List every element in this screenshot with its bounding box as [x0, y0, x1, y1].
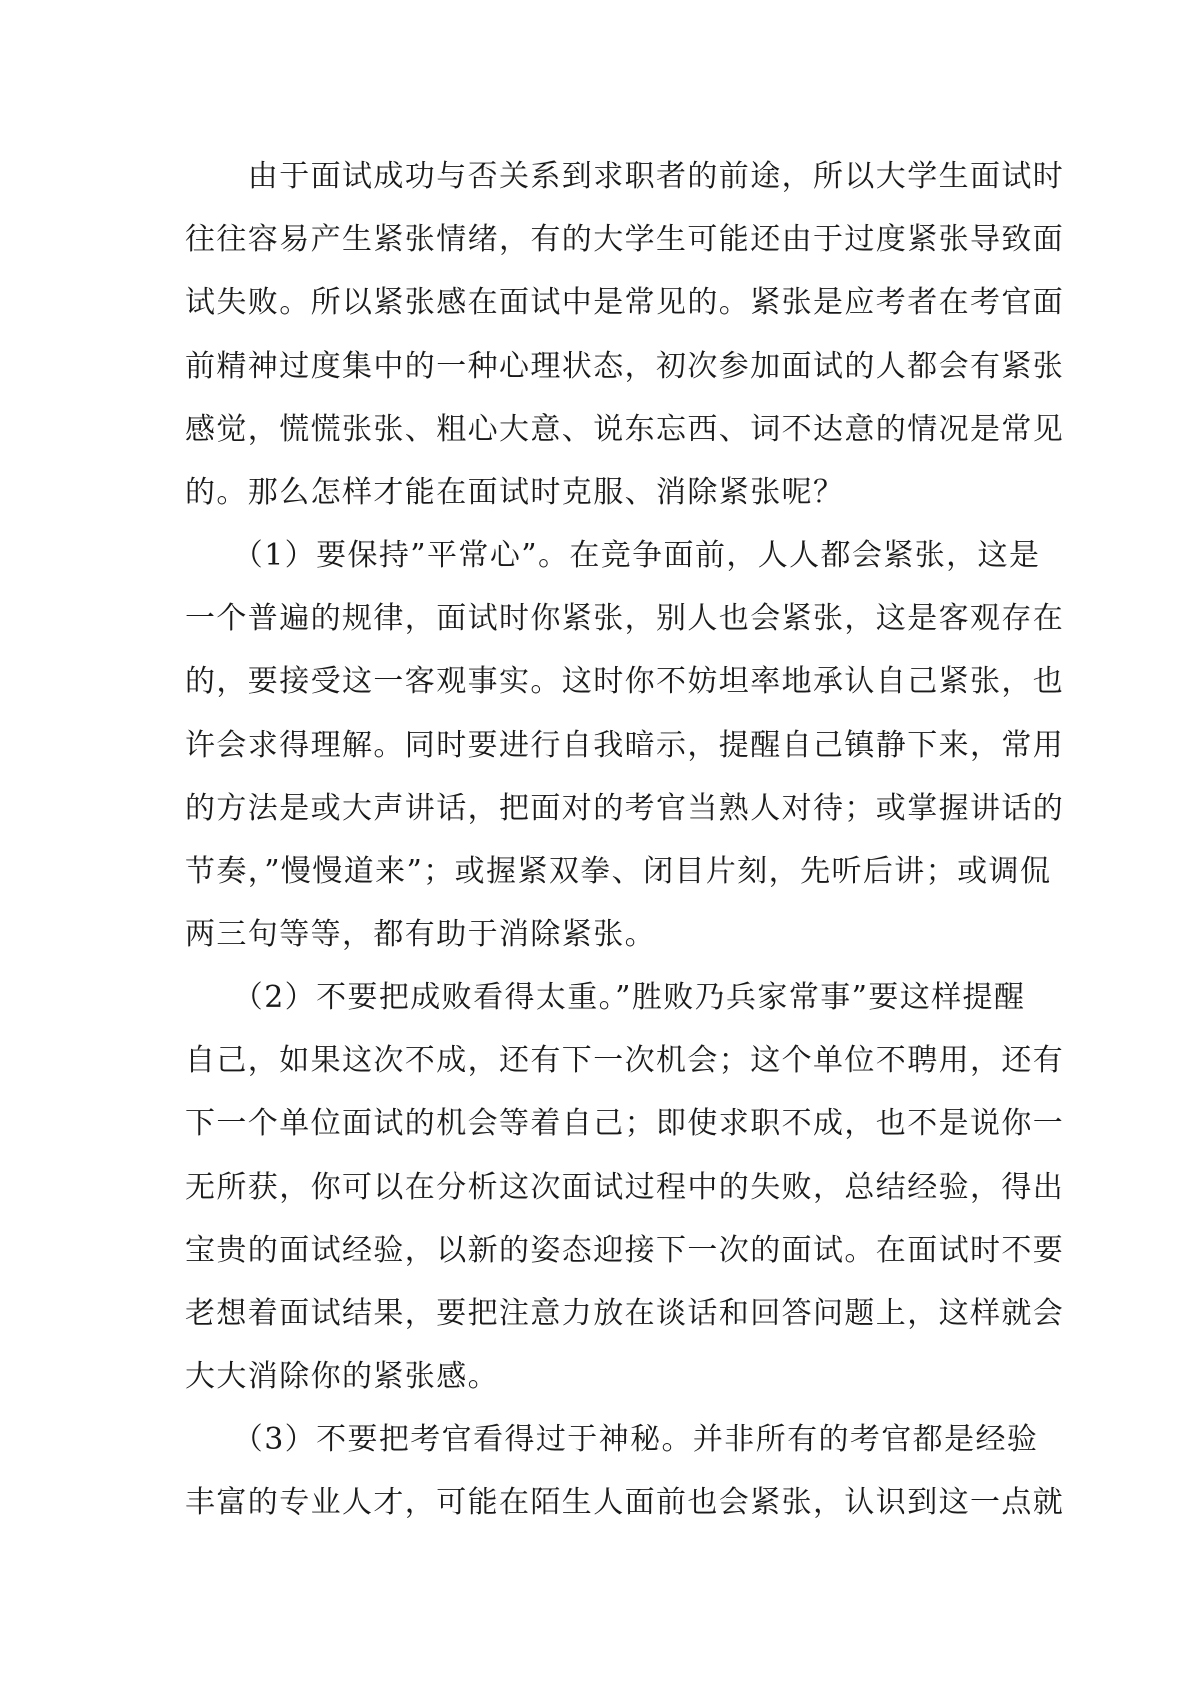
paragraph-3: [185, 966, 1065, 1408]
paragraph-line: 的。那么怎样才能在面试时克服、消除紧张呢？: [185, 474, 845, 510]
paragraph-line: 节奏，”慢慢道来”；或握紧双拳、闭目片刻，先听后讲；或调侃: [185, 853, 1052, 889]
paragraph-4: [185, 1408, 1065, 1534]
paragraph-line: 试失败。所以紧张感在面试中是常见的。紧张是应考者在考官面: [185, 285, 1065, 321]
paragraph-line: 两三句等等，都有助于消除紧张。: [185, 917, 656, 953]
paragraph-line: 自己，如果这次不成，还有下一次机会；这个单位不聘用，还有: [185, 1043, 1065, 1079]
paragraph-line: 往往容易产生紧张情绪，有的大学生可能还由于过度紧张导致面: [185, 222, 1065, 258]
paragraph-line: 许会求得理解。同时要进行自我暗示，提醒自己镇静下来，常用: [185, 727, 1065, 763]
paragraph-line: 宝贵的面试经验，以新的姿态迎接下一次的面试。在面试时不要: [185, 1232, 1065, 1268]
paragraph-line: 的方法是或大声讲话，把面对的考官当熟人对待；或掌握讲话的: [185, 790, 1065, 826]
paragraph-line: （2）不要把成败看得太重。”胜败乃兵家常事”要这样提醒: [185, 980, 1026, 1015]
paragraph-line: 无所获，你可以在分析这次面试过程中的失败，总结经验，得出: [185, 1169, 1065, 1205]
paragraph-line: 丰富的专业人才，可能在陌生人面前也会紧张，认识到这一点就: [185, 1485, 1065, 1521]
paragraph-line: 的，要接受这一客观事实。这时你不妨坦率地承认自己紧张，也: [185, 664, 1065, 700]
paragraph-line: 一个普遍的规律，面试时你紧张，别人也会紧张，这是客观存在: [185, 601, 1065, 637]
paragraph-line: 下一个单位面试的机会等着自己；即使求职不成，也不是说你一: [185, 1106, 1065, 1142]
paragraph-line: 感觉，慌慌张张、粗心大意、说东忘西、词不达意的情况是常见: [185, 411, 1065, 447]
paragraph-line: （1）要保持”平常心”。在竞争面前，人人都会紧张，这是: [185, 538, 1041, 573]
paragraph-line: （3）不要把考官看得过于神秘。并非所有的考官都是经验: [185, 1422, 1039, 1457]
paragraph-2: [185, 524, 1065, 966]
paragraph-line: 由于面试成功与否关系到求职者的前途，所以大学生面试时: [185, 159, 1065, 194]
paragraph-line: 老想着面试结果，要把注意力放在谈话和回答问题上，这样就会: [185, 1295, 1065, 1331]
paragraph-1: [185, 145, 1065, 524]
paragraph-line: 前精神过度集中的一种心理状态，初次参加面试的人都会有紧张: [185, 348, 1065, 384]
paragraph-line: 大大消除你的紧张感。: [185, 1359, 499, 1395]
